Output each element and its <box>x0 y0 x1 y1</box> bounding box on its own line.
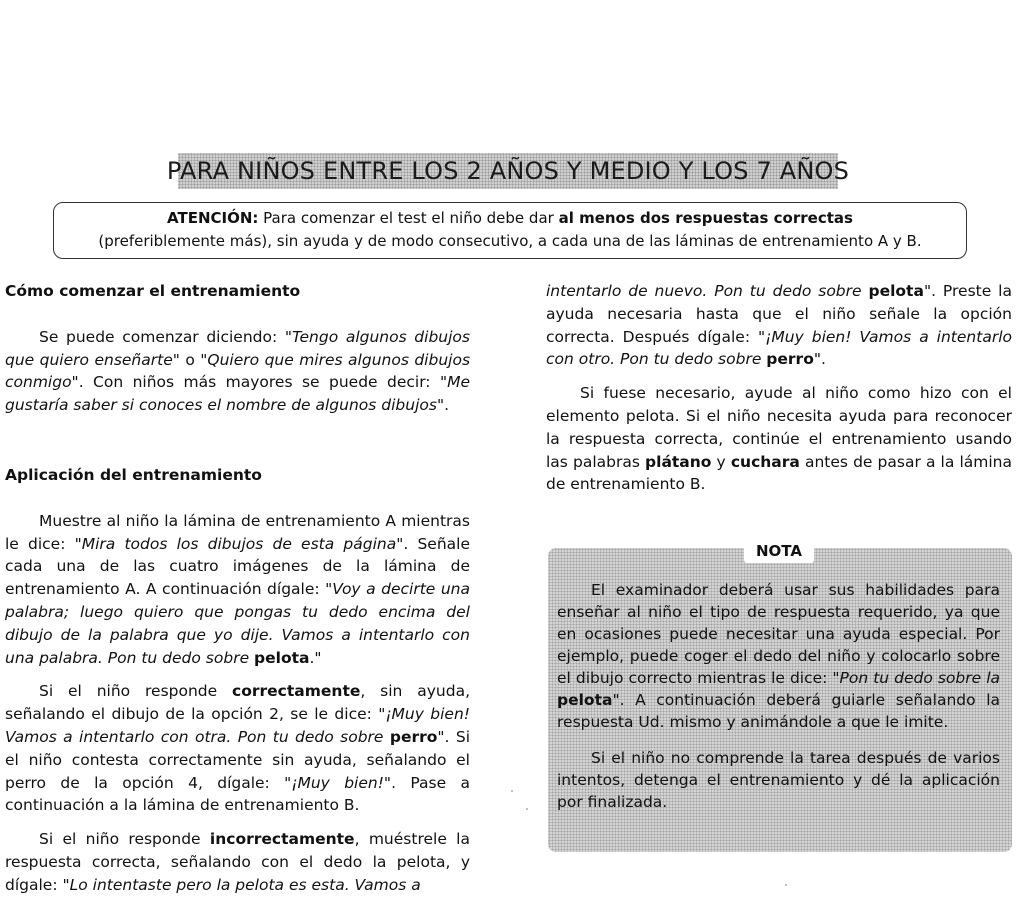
keyword-span: pelota <box>254 648 310 667</box>
text-span: y <box>711 452 731 471</box>
quote-span: "Pon tu dedo sobre la <box>832 669 1000 687</box>
section-title: PARA NIÑOS ENTRE LOS 2 AÑOS Y MEDIO Y LOS 7 AÑOS <box>166 157 850 185</box>
attention-box <box>53 202 967 259</box>
text-span: " <box>437 727 445 746</box>
keyword-span: pelota <box>557 691 613 709</box>
text-span: antes de pasar a la lámina de entrenamiento B. <box>546 452 1012 494</box>
attention-line-2: (preferiblemente más), sin ayuda y de modo consecutivo, a cada una de las láminas de entrenamiento A y B. <box>98 232 922 250</box>
text-span: Se puede comenzar diciendo: <box>39 327 285 346</box>
heading-start-training: Cómo comenzar el entrenamiento <box>5 282 301 300</box>
text-span: . Preste la ayuda necesaria hasta que el niño señale la opción correcta. Después dígale: <box>546 282 1012 346</box>
heading-training-application: Aplicación del entrenamiento <box>5 465 262 484</box>
scan-speck <box>526 808 528 810</box>
keyword-span: pelota <box>868 282 924 300</box>
scan-speck <box>785 884 787 886</box>
quote-span: "¡Muy bien! Vamos a intentarlo con otra. Pon tu dedo sobre <box>5 705 470 746</box>
note-paragraph-2: Si el niño no comprende la tarea después de varios intentos, detenga el entrenamiento y dé la aplicación por finalizada. <box>557 749 1000 811</box>
quote-span: "Voy a decirte una palabra; luego quiero que pongas tu dedo encima del dibujo de la palabra que yo dije. Vamos a intentarlo con una palabra. Pon tu dedo sobre <box>5 580 470 667</box>
keyword-span: cuchara <box>730 452 800 471</box>
quote-span: "Quiero que mires algunos dibujos conmigo" <box>5 350 471 392</box>
note-box <box>548 542 1012 852</box>
quote-span: "Tengo algunos dibujos que quiero enseñarte" <box>5 327 470 369</box>
paragraph-incorrect <box>5 828 470 896</box>
paragraph-correct <box>5 680 470 817</box>
text-span: . A continuación deberá guiarle señalando la respuesta Ud. mismo y animándole a que le imite. <box>557 691 1000 731</box>
note-label: NOTA <box>744 539 814 563</box>
attention-text: Para comenzar el test el niño debe dar <box>258 209 559 227</box>
paragraph-continued <box>546 280 1012 371</box>
text-span: Si el niño responde <box>39 830 210 849</box>
text-span: , sin ayuda, señalando el dibujo de la opción 2, se le dice: <box>5 682 470 724</box>
text-span: . <box>820 350 826 369</box>
keyword-span: correctamente <box>232 682 361 701</box>
text-span: El examinador deberá usar sus habilidades para enseñar al niño el tipo de respuesta requerido, ya que en ocasiones puede necesitar una ayuda especial. Por ejemplo, puede coger el dedo del niño y colocarlo sobre el dibujo correcto mientras le dice: <box>557 581 1000 687</box>
quote-span: "Lo intentaste pero la pelota es esta. Vamos a <box>62 875 421 894</box>
text-span: . Si el niño contesta correctamente sin ayuda, señalando el perro de la opción 4, dígale: <box>5 727 470 792</box>
paragraph-training-a <box>5 510 470 670</box>
attention-line-1 <box>54 207 966 230</box>
note-paragraph-1 <box>557 579 1000 733</box>
keyword-span: perro <box>389 727 438 746</box>
scan-speck <box>511 790 513 792</box>
text-span: Muestre al niño la lámina de entrenamiento A mientras le dice: <box>5 511 470 553</box>
attention-emphasis: al menos dos respuestas correctas <box>558 209 853 227</box>
keyword-span: perro <box>766 350 814 369</box>
text-span: . Con niños más mayores se puede decir: <box>78 373 440 392</box>
text-span: Si fuese necesario, ayude al niño como hizo con el elemento pelota. Si el niño necesita ayuda para reconocer la respuesta correcta, continúe el entrenamiento usando las palabras <box>546 384 1012 471</box>
attention-label: ATENCIÓN: <box>167 209 259 227</box>
quote-span: "¡Muy bien!" <box>284 773 392 792</box>
paragraph-start <box>5 326 470 417</box>
paragraph-help <box>546 382 1012 496</box>
quote-span: "Me gustaría saber si conoces el nombre de algunos dibujos" <box>5 373 470 415</box>
text-span: " <box>813 350 821 369</box>
section-title-banner <box>166 153 850 189</box>
text-span: Si el niño responde <box>39 682 233 701</box>
quote-span: "¡Muy bien! Vamos a intentarlo con otro. Pon tu dedo sobre <box>546 327 1012 369</box>
text-span: " <box>612 691 620 709</box>
keyword-span: plátano <box>645 452 712 471</box>
text-span: " <box>923 282 932 300</box>
quote-span: intentarlo de nuevo. Pon tu dedo sobre <box>546 282 869 300</box>
text-span: . Señale cada una de las cuatro imágenes de la lámina de entrenamiento A. A continuación dígale: <box>5 534 471 599</box>
text-span: o <box>179 350 201 369</box>
text-span: . <box>444 396 450 415</box>
text-span: , muéstrele la respuesta correcta, señalando con el dedo la pelota, y dígale: <box>5 830 470 894</box>
quote-span: "Mira todos los dibujos de esta página" <box>74 534 404 553</box>
keyword-span: incorrectamente <box>209 830 355 849</box>
left-column <box>5 280 470 897</box>
text-span: . Pase a continuación a la lámina de entrenamiento B. <box>5 773 470 815</box>
right-column <box>546 280 1012 496</box>
text-span: ." <box>309 648 322 667</box>
